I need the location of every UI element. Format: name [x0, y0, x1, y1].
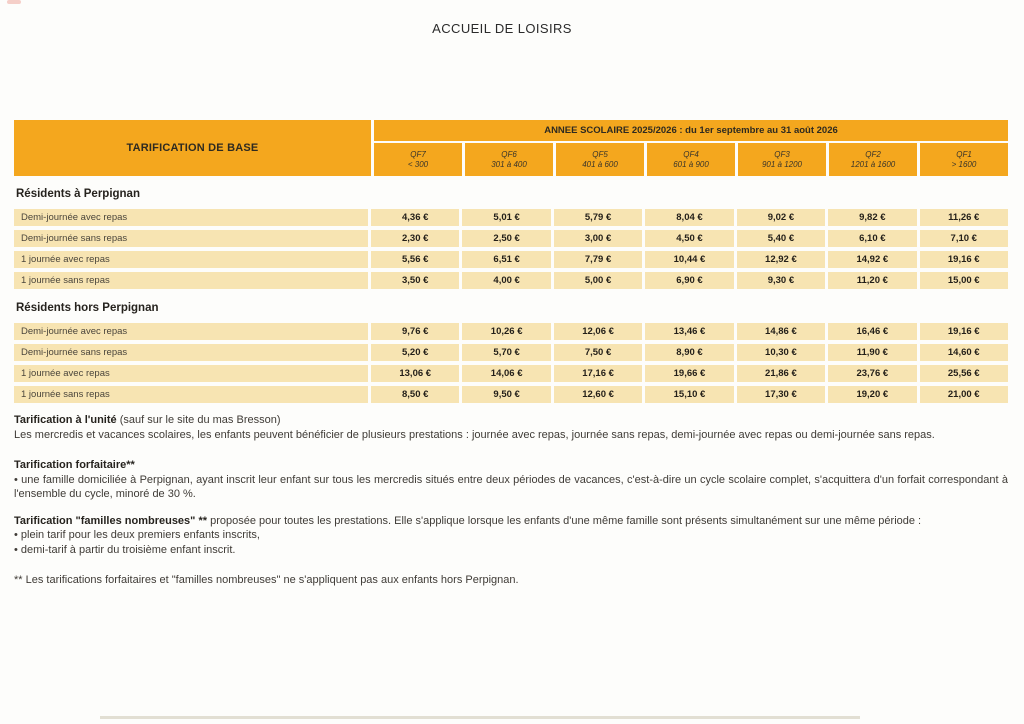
price-cell: 5,00 €: [554, 272, 642, 289]
price-cell: 12,92 €: [737, 251, 825, 268]
table-header: [14, 120, 1008, 176]
table-row: [14, 365, 1008, 382]
row-label-cell: 1 journée sans repas: [14, 272, 368, 289]
price-cell: 7,79 €: [554, 251, 642, 268]
qf-column-header: QF2 1201 à 1600: [829, 143, 917, 176]
price-cell: 14,60 €: [920, 344, 1008, 361]
price-cell: 8,90 €: [645, 344, 733, 361]
table-row: [14, 230, 1008, 247]
price-cell: 2,50 €: [462, 230, 550, 247]
price-cell: 10,44 €: [645, 251, 733, 268]
price-cell: 9,30 €: [737, 272, 825, 289]
row-label-cell: Demi-journée sans repas: [14, 344, 368, 361]
row-label-cell: Demi-journée avec repas: [14, 209, 368, 226]
price-cell: 9,76 €: [371, 323, 459, 340]
price-cell: 9,02 €: [737, 209, 825, 226]
price-cell: 7,10 €: [920, 230, 1008, 247]
qf-column-header: QF6 301 à 400: [465, 143, 553, 176]
base-header-cell: TARIFICATION DE BASE: [14, 120, 371, 176]
note-unit-title: Tarification à l'unité: [14, 414, 117, 426]
price-cell: 21,00 €: [920, 386, 1008, 403]
table-row: [14, 209, 1008, 226]
price-cell: 6,90 €: [645, 272, 733, 289]
table-sections: [14, 188, 1008, 403]
row-label-cell: Demi-journée avec repas: [14, 323, 368, 340]
price-cell: 5,01 €: [462, 209, 550, 226]
price-cell: 11,26 €: [920, 209, 1008, 226]
footnote: ** Les tarifications forfaitaires et "familles nombreuses" ne s'appliquent pas aux enfants hors Perpignan.: [14, 574, 519, 586]
scan-smudge: [7, 0, 21, 4]
qf-column-header: QF1 > 1600: [920, 143, 1008, 176]
price-cell: 5,20 €: [371, 344, 459, 361]
price-cell: 21,86 €: [737, 365, 825, 382]
price-cell: 17,16 €: [554, 365, 642, 382]
price-cell: 10,26 €: [462, 323, 550, 340]
scan-artifact-strip: [100, 716, 860, 719]
price-cell: 12,60 €: [554, 386, 642, 403]
price-cell: 14,86 €: [737, 323, 825, 340]
price-cell: 17,30 €: [737, 386, 825, 403]
price-cell: 5,79 €: [554, 209, 642, 226]
price-cell: 7,50 €: [554, 344, 642, 361]
price-cell: 14,92 €: [828, 251, 916, 268]
price-cell: 4,36 €: [371, 209, 459, 226]
qf-header-row: [374, 143, 1008, 176]
price-cell: 25,56 €: [920, 365, 1008, 382]
tariff-table: [14, 120, 1008, 407]
price-cell: 11,90 €: [828, 344, 916, 361]
price-cell: 8,50 €: [371, 386, 459, 403]
price-cell: 3,00 €: [554, 230, 642, 247]
section-heading: Résidents hors Perpignan: [16, 302, 159, 314]
school-year-header-cell: ANNEE SCOLAIRE 2025/2026 : du 1er septembre au 31 août 2026: [374, 120, 1008, 141]
table-row: [14, 272, 1008, 289]
qf-column-header: QF7 < 300: [374, 143, 462, 176]
price-cell: 15,00 €: [920, 272, 1008, 289]
price-cell: 13,06 €: [371, 365, 459, 382]
row-label-cell: 1 journée sans repas: [14, 386, 368, 403]
price-cell: 13,46 €: [645, 323, 733, 340]
price-cell: 2,30 €: [371, 230, 459, 247]
price-cell: 6,10 €: [828, 230, 916, 247]
note-familles-body: proposée pour toutes les prestations. Elle s'applique lorsque les enfants d'une même famille sont présents simultanément sur une même période :: [207, 514, 922, 527]
price-cell: 23,76 €: [828, 365, 916, 382]
qf-column-header: QF5 401 à 600: [556, 143, 644, 176]
price-cell: 5,56 €: [371, 251, 459, 268]
price-cell: 19,16 €: [920, 323, 1008, 340]
price-cell: 19,66 €: [645, 365, 733, 382]
note-forfait-title: Tarification forfaitaire**: [14, 459, 135, 471]
row-label-cell: 1 journée avec repas: [14, 251, 368, 268]
price-cell: 9,82 €: [828, 209, 916, 226]
table-row: [14, 386, 1008, 403]
note-unit-line: [14, 413, 1008, 428]
price-cell: 4,50 €: [645, 230, 733, 247]
note-forfait-body: • une famille domiciliée à Perpignan, ayant inscrit leur enfant sur tous les mercredis situés entre deux périodes de vacances, c'est-à-dire un cycle scolaire complet, s'acquittera d'un forfait correspondant à l'ensemble du cycle, minoré de 30 %.: [14, 473, 1008, 500]
price-cell: 5,70 €: [462, 344, 550, 361]
note-unit-title-suffix: (sauf sur le site du mas Bresson): [116, 414, 281, 426]
table-row: [14, 251, 1008, 268]
price-cell: 16,46 €: [828, 323, 916, 340]
price-cell: 3,50 €: [371, 272, 459, 289]
price-cell: 9,50 €: [462, 386, 550, 403]
section-heading: Résidents à Perpignan: [16, 188, 140, 200]
price-cell: 4,00 €: [462, 272, 550, 289]
row-label-cell: Demi-journée sans repas: [14, 230, 368, 247]
price-cell: 10,30 €: [737, 344, 825, 361]
table-row: [14, 323, 1008, 340]
qf-column-header: QF4 601 à 900: [647, 143, 735, 176]
price-cell: 19,16 €: [920, 251, 1008, 268]
note-familles-bullet-2: • demi-tarif à partir du troisième enfant inscrit.: [14, 543, 236, 556]
note-familles-line: [14, 514, 1008, 529]
price-cell: 19,20 €: [828, 386, 916, 403]
price-cell: 5,40 €: [737, 230, 825, 247]
price-cell: 11,20 €: [828, 272, 916, 289]
page-title: ACCUEIL DE LOISIRS: [432, 21, 572, 36]
price-cell: 14,06 €: [462, 365, 550, 382]
price-cell: 6,51 €: [462, 251, 550, 268]
row-label-cell: 1 journée avec repas: [14, 365, 368, 382]
price-cell: 15,10 €: [645, 386, 733, 403]
note-familles-title: Tarification "familles nombreuses" **: [14, 514, 208, 527]
note-unit-body: Les mercredis et vacances scolaires, les enfants peuvent bénéficier de plusieurs prestations : journée avec repas, journée sans repas, demi-journée avec repas ou demi-journée sans repas.: [14, 428, 935, 441]
table-header-right: [374, 120, 1008, 176]
notes-block: [14, 413, 1008, 588]
note-familles-bullet-1: • plein tarif pour les deux premiers enfants inscrits,: [14, 529, 260, 541]
price-cell: 8,04 €: [645, 209, 733, 226]
table-row: [14, 344, 1008, 361]
price-cell: 12,06 €: [554, 323, 642, 340]
qf-column-header: QF3 901 à 1200: [738, 143, 826, 176]
